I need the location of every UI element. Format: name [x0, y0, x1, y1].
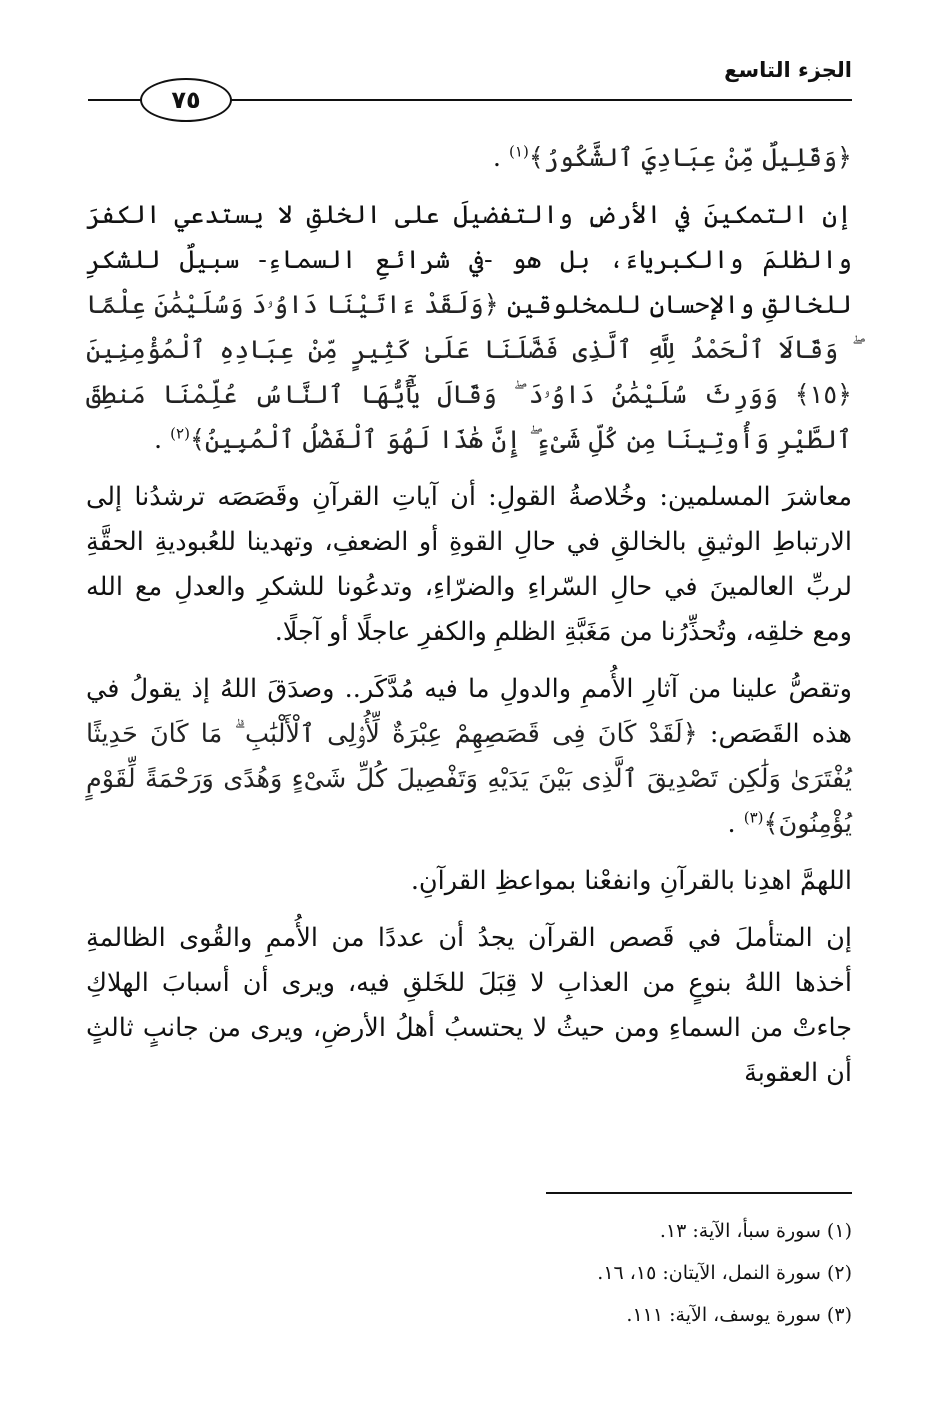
paragraph-1 [86, 136, 852, 181]
body-text [86, 136, 852, 1108]
quran-close-bracket: ﴾ [189, 425, 205, 455]
quran-text: لَقَدْ كَانَ فِى قَصَصِهِمْ عِبْرَةٌ لِّأُو۟لِى ٱلْأَلْبَٰبِ ۗ مَا كَانَ حَدِيثًا يُفْتَرَىٰ وَلَٰكِن تَصْدِيقَ ٱلَّذِى بَيْنَ يَدَيْهِ وَتَفْصِيلَ كُلِّ شَىْءٍ وَهُدًى وَرَحْمَةً لِّقَوْمٍ يُؤْمِنُونَ [86, 719, 852, 839]
paragraph-end-mark: . [492, 143, 501, 173]
quran-text: وَلَقَدْ ءَاتَيْنَا دَاوُۥدَ وَسُلَيْمَٰنَ عِلْمًا ۖ وَقَالَا ٱلْحَمْدُ لِلَّهِ ٱلَّذِى فَضَّلَنَا عَلَىٰ كَثِيرٍ مِّنْ عِبَادِهِ ٱلْمُؤْمِنِينَ ﴿١٥﴾ وَوَرِثَ سُلَيْمَٰنُ دَاوُۥدَ ۖ وَقَالَ يَٰٓأَيُّهَا ٱلنَّاسُ عُلِّمْنَا مَنطِقَ ٱلطَّيْرِ وَأُوتِينَا مِن كُلِّ شَىْءٍ ۖ إِنَّ هَٰذَا لَهُوَ ٱلْفَضْلُ ٱلْمُبِينُ [86, 290, 852, 455]
footnotes [252, 1210, 852, 1336]
footnote-rule [546, 1192, 852, 1194]
footnote-ref-1: (١) [509, 142, 529, 161]
quran-text: وَقَلِيلٌ مِّنْ عِبَادِيَ ٱلشَّكُورُ [543, 143, 838, 173]
paragraph-end-mark: . [153, 425, 163, 455]
page-number: ٧٥ [140, 78, 232, 122]
paragraph-5: اللهمَّ اهدِنا بالقرآنِ وانفعْنا بمواعظِ القرآنِ. [410, 866, 852, 896]
footnote-2: (٢) سورة النمل، الآيتان: ١٥، ١٦. [597, 1262, 852, 1284]
footnote-3: (٣) سورة يوسف، الآية: ١١١. [626, 1304, 852, 1326]
running-head: الجزء التاسع [724, 58, 852, 82]
footnote-ref-2: (٢) [170, 424, 190, 443]
footnote-1: (١) سورة سبأ، الآية: ١٣. [659, 1220, 852, 1242]
quran-open-bracket: ﴿ [682, 719, 698, 749]
paragraph-4 [86, 667, 852, 847]
quran-verse [529, 143, 852, 173]
quran-close-bracket: ﴾ [528, 143, 544, 173]
paragraph-end-mark: . [727, 809, 736, 839]
footnote-ref-3: (٣) [743, 808, 764, 827]
paragraph-3: معاشرَ المسلمين: وخُلاصةُ القولِ: أن آياتِ القرآنِ وقَصَصَه ترشدُنا إلى الارتباطِ الوثيقِ بالخالقِ في حالِ القوةِ أو الضعفِ، وتهدينا للعُبوديةِ الحقَّةِ لربِّ العالمينَ في حالِ السّراءِ والضرّاءِ، وتدعُونا للشكرِ والعدلِ مع الله ومع خلقِه، وتُحذِّرُنا من مَغَبَّةِ الظلمِ والكفرِ عاجلًا أو آجلًا. [86, 482, 852, 647]
quran-open-bracket: ﴿ [483, 290, 499, 320]
quran-open-bracket: ﴿ [837, 143, 852, 173]
quran-close-bracket: ﴾ [763, 809, 779, 839]
paragraph-2 [86, 193, 852, 463]
paragraph-text: وتقصُّ علينا من آثارِ الأُممِ والدولِ ما فيه مُدَّكَر.. وصدَقَ اللهُ إذ يقولُ في هذه القَصَص: [86, 674, 852, 749]
paragraph-text: إن التمكينَ في الأرضِ والتفضيلَ على الخلقِ لا يستدعي الكفرَ والظلمَ والكبرياءَ، بل هو -في شرائعِ السماءِ- سبيلٌ للشكرِ للخالقِ والإحسانِ للمخلوقين [86, 200, 852, 320]
paragraph-6: إن المتأملَ في قَصص القرآن يجدُ أن عددًا من الأُممِ والقُوى الظالمةِ أخذها اللهُ بنوعٍ من العذابِ لا قِبَلَ للخَلقِ فيه، ويرى أن أسبابَ الهلاكِ جاءتْ من السماءِ ومن حيثُ لا يحتسبُ أهلُ الأرضِ، ويرى من جانبٍ ثالثٍ أن العقوبةَ [86, 923, 852, 1088]
